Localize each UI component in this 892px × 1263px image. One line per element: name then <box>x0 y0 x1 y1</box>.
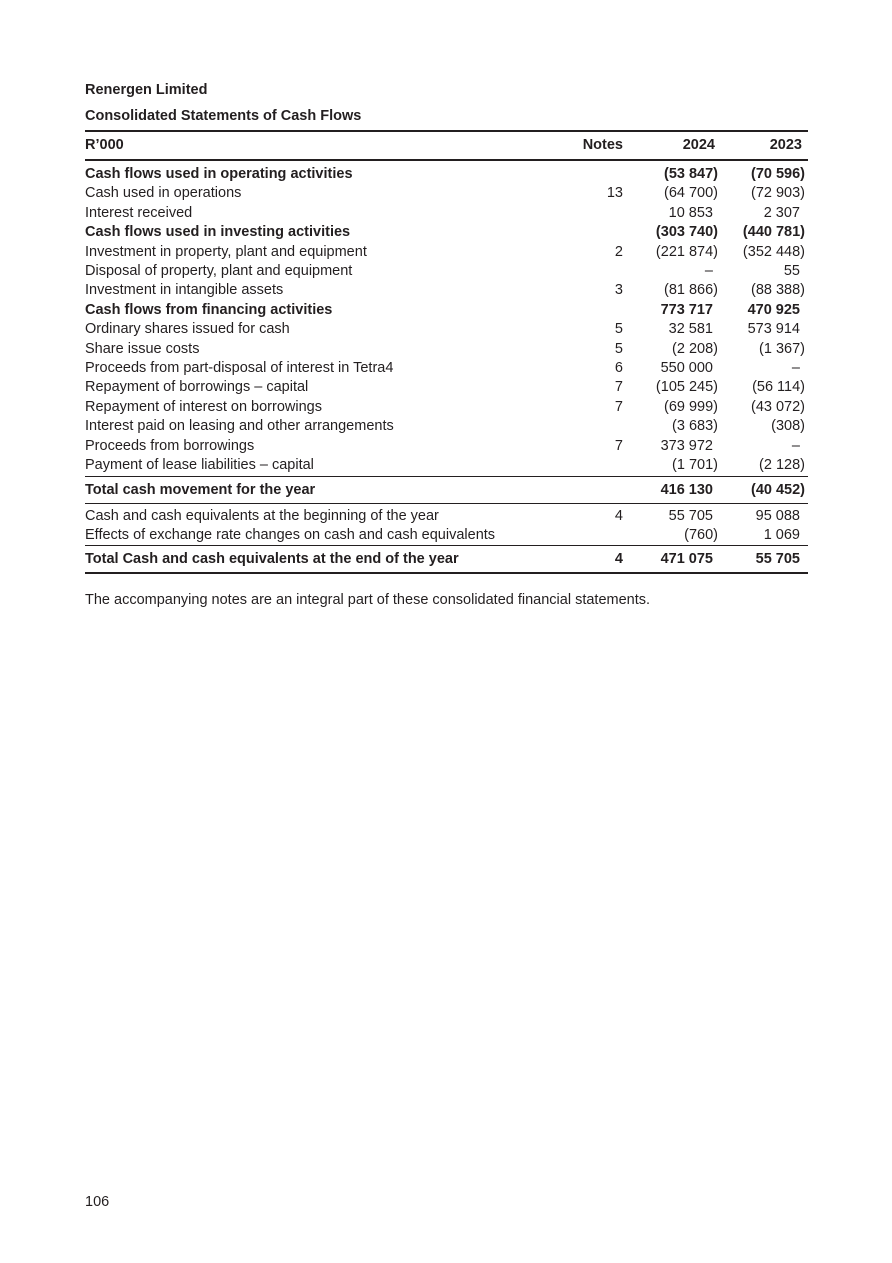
table-row <box>85 160 808 184</box>
row-label: Cash flows from financing activities <box>85 301 333 318</box>
table-row <box>85 301 808 320</box>
table-row <box>85 281 808 300</box>
row-value-2024: (81 866) <box>663 282 718 299</box>
row-notes: 4 <box>614 507 623 524</box>
row-value-2024: 773 717 <box>660 301 713 318</box>
row-label: Interest received <box>85 204 193 221</box>
row-notes <box>545 476 631 503</box>
row-value-2023: (352 448) <box>742 243 805 260</box>
table-row <box>85 526 808 546</box>
row-label: Total cash movement for the year <box>85 476 545 503</box>
row-value-2023: – <box>791 437 800 454</box>
row-notes <box>545 417 631 436</box>
row-value-2023: (2 128) <box>759 457 805 474</box>
row-value-2023: 1 069 <box>763 526 800 543</box>
row-label: Effects of exchange rate changes on cash and cash equivalents <box>85 526 496 543</box>
page-number: 106 <box>85 1194 110 1210</box>
row-value-2023: 470 925 <box>747 301 800 318</box>
row-value-2024: (2 208) <box>672 340 718 357</box>
table-row <box>85 378 808 397</box>
row-label: Repayment of interest on borrowings <box>85 398 322 415</box>
row-value-2024: 32 581 <box>668 321 713 338</box>
row-label: Investment in intangible assets <box>85 282 284 299</box>
row-value-2023: (440 781) <box>742 224 805 241</box>
row-notes <box>545 204 631 223</box>
table-row <box>85 320 808 339</box>
row-value-2024: (760) <box>684 526 718 543</box>
footnote: The accompanying notes are an integral part of these consolidated financial statements. <box>85 592 651 608</box>
table-header-row <box>85 131 808 160</box>
row-value-2023: (70 596) <box>750 166 805 182</box>
row-value-2023: – <box>791 360 800 377</box>
row-notes <box>545 301 631 320</box>
row-label: Ordinary shares issued for cash <box>85 321 290 338</box>
closing-cash-total-row <box>85 546 808 574</box>
row-notes: 13 <box>606 185 623 202</box>
row-label: Total Cash and cash equivalents at the end of the year <box>85 546 545 574</box>
row-value-2024: 373 972 <box>660 437 713 454</box>
row-value-2024: (64 700) <box>663 185 718 202</box>
row-notes: 6 <box>614 360 623 377</box>
table-row <box>85 223 808 242</box>
row-value-2023: (308) <box>771 418 805 435</box>
row-value-2023: 573 914 <box>747 321 800 338</box>
row-notes <box>545 223 631 242</box>
row-value-2024: (1 701) <box>672 457 718 474</box>
table-body <box>85 160 808 476</box>
table-row <box>85 417 808 436</box>
row-label: Cash used in operations <box>85 185 242 202</box>
row-value-2024: (105 245) <box>655 379 718 396</box>
table-row <box>85 398 808 417</box>
row-value-2024: (53 847) <box>663 166 718 182</box>
table-row <box>85 262 808 281</box>
row-notes: 5 <box>614 321 623 338</box>
row-label: Cash and cash equivalents at the beginning of the year <box>85 507 439 524</box>
row-notes: 5 <box>614 340 623 357</box>
row-value-2023: 55 705 <box>721 546 808 574</box>
row-value-2023: (40 452) <box>721 476 808 503</box>
row-label: Cash flows used in operating activities <box>85 166 353 182</box>
table-row <box>85 204 808 223</box>
row-notes: 7 <box>614 398 623 415</box>
header-year-2024: 2024 <box>631 131 721 160</box>
table-row <box>85 359 808 378</box>
table-row <box>85 456 808 476</box>
row-value-2023: (88 388) <box>750 282 805 299</box>
row-label: Proceeds from borrowings <box>85 437 255 454</box>
table-row <box>85 184 808 203</box>
row-value-2023: 55 <box>783 263 800 280</box>
row-value-2024: 55 705 <box>668 507 713 524</box>
row-value-2023: (43 072) <box>750 398 805 415</box>
row-notes: 3 <box>614 282 623 299</box>
row-value-2023: 2 307 <box>763 204 800 221</box>
row-value-2023: 95 088 <box>755 507 800 524</box>
row-value-2024: (221 874) <box>655 243 718 260</box>
statement-title: Consolidated Statements of Cash Flows <box>85 108 362 124</box>
row-label: Disposal of property, plant and equipment <box>85 263 353 280</box>
row-value-2024: 416 130 <box>631 476 721 503</box>
row-label: Cash flows used in investing activities <box>85 224 351 241</box>
row-value-2024: (69 999) <box>663 398 718 415</box>
row-value-2023: (1 367) <box>759 340 805 357</box>
row-label: Interest paid on leasing and other arrangements <box>85 418 394 435</box>
table-row <box>85 503 808 526</box>
row-value-2024: 550 000 <box>660 360 713 377</box>
row-value-2024: (303 740) <box>655 224 718 241</box>
row-notes <box>545 262 631 281</box>
row-notes <box>545 456 631 476</box>
row-value-2024: 471 075 <box>631 546 721 574</box>
total-cash-movement-row <box>85 476 808 503</box>
row-value-2024: (3 683) <box>672 418 718 435</box>
company-name: Renergen Limited <box>85 82 208 98</box>
table-row <box>85 437 808 456</box>
row-value-2023: (56 114) <box>752 379 805 396</box>
row-notes: 2 <box>614 243 623 260</box>
row-notes: 7 <box>614 437 623 454</box>
header-notes: Notes <box>545 131 631 160</box>
row-label: Share issue costs <box>85 340 200 357</box>
row-value-2023: (72 903) <box>750 185 805 202</box>
row-label: Proceeds from part-disposal of interest in Tetra4 <box>85 360 394 377</box>
row-value-2024: – <box>704 263 713 280</box>
row-label: Payment of lease liabilities – capital <box>85 457 314 474</box>
cash-flow-table <box>85 130 808 574</box>
row-notes: 4 <box>545 546 631 574</box>
row-notes <box>545 526 631 546</box>
row-label: Repayment of borrowings – capital <box>85 379 309 396</box>
header-year-2023: 2023 <box>721 131 808 160</box>
table-row <box>85 340 808 359</box>
table-row <box>85 243 808 262</box>
opening-balance-body <box>85 503 808 546</box>
row-label: Investment in property, plant and equipment <box>85 243 367 260</box>
row-notes <box>545 160 631 184</box>
header-currency-unit: R’000 <box>85 131 545 160</box>
row-value-2024: 10 853 <box>668 204 713 221</box>
row-notes: 7 <box>614 379 623 396</box>
